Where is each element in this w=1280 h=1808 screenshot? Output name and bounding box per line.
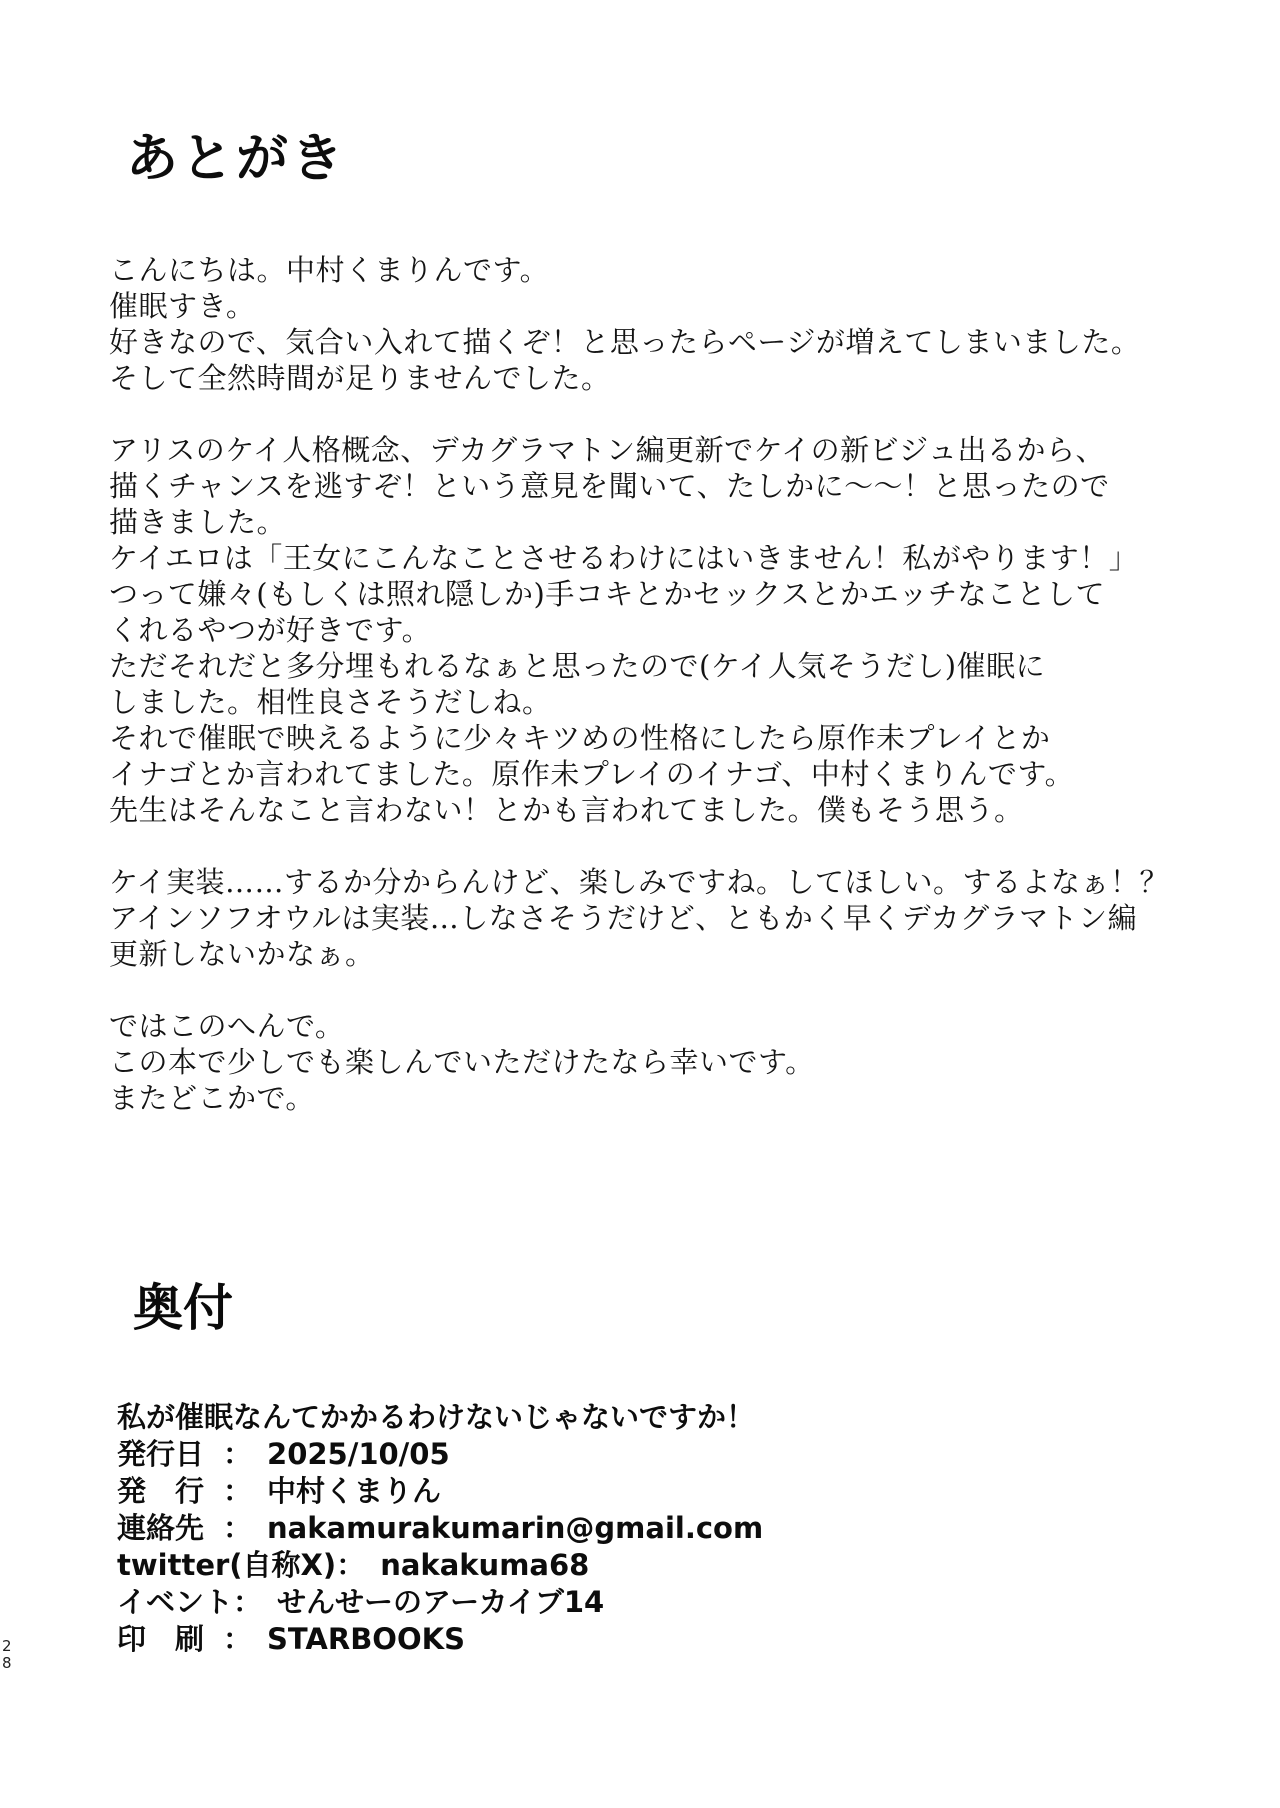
afterword-paragraph-1 xyxy=(109,252,1189,396)
colophon-separator: ： xyxy=(336,1548,366,1582)
afterword-line: 描くチャンスを逃すぞ！という意見を聞いて、たしかに～～！と思ったので xyxy=(109,469,1110,503)
colophon-separator: ： xyxy=(223,1622,253,1656)
colophon-label: 連絡先 xyxy=(117,1511,205,1545)
afterword-line: 催眠すき。 xyxy=(109,289,256,323)
colophon-title: 奥付 xyxy=(133,1279,233,1337)
afterword-line: 描きました。 xyxy=(109,505,287,539)
afterword-line: イナゴとか言われてました。原作未プレイのイナゴ、中村くまりんです。 xyxy=(109,757,1075,791)
colophon-body xyxy=(117,1399,1017,1658)
colophon-value-publisher: 中村くまりん xyxy=(267,1474,442,1508)
afterword-paragraph-2 xyxy=(109,432,1189,828)
colophon-separator: ： xyxy=(223,1474,253,1508)
afterword-body xyxy=(109,252,1189,1116)
colophon-row-twitter xyxy=(117,1547,1017,1584)
colophon-book-title: 私が催眠なんてかかるわけないじゃないですか！ xyxy=(117,1400,756,1434)
page-number: 28 xyxy=(2,1637,12,1672)
colophon-row-event xyxy=(117,1584,1017,1621)
afterword-line: ではこのへんで。 xyxy=(109,1009,345,1043)
colophon-row-printer xyxy=(117,1621,1017,1658)
colophon-separator: ： xyxy=(233,1585,263,1619)
afterword-line: 好きなので、気合い入れて描くぞ！と思ったらページが増えてしまいました。 xyxy=(109,325,1141,359)
afterword-paragraph-3 xyxy=(109,864,1189,972)
colophon-label: 印 刷 xyxy=(117,1622,205,1656)
colophon-value-publish-date: 2025/10/05 xyxy=(267,1437,450,1471)
colophon-label: 発行日 xyxy=(117,1437,205,1471)
colophon-value-twitter-handle: nakakuma68 xyxy=(380,1548,590,1582)
colophon-value-printer: STARBOOKS xyxy=(267,1622,465,1656)
colophon-row-contact xyxy=(117,1510,1017,1547)
colophon-separator: ： xyxy=(223,1511,253,1545)
colophon-separator: ： xyxy=(223,1437,253,1471)
colophon-label: 発 行 xyxy=(117,1474,205,1508)
afterword-line: くれるやつが好きです。 xyxy=(109,613,432,647)
colophon-label: twitter(自称X) xyxy=(117,1548,337,1582)
afterword-line: そして全然時間が足りませんでした。 xyxy=(109,361,611,395)
afterword-line: ただそれだと多分埋もれるなぁと思ったので(ケイ人気そうだし)催眠に xyxy=(109,649,1046,683)
afterword-line: こんにちは。中村くまりんです。 xyxy=(109,253,550,287)
colophon-row-publish-date xyxy=(117,1436,1017,1473)
colophon-row-publisher xyxy=(117,1473,1017,1510)
afterword-line: つって嫌々(もしくは照れ隠しか)手コキとかセックスとかエッチなことして xyxy=(109,577,1105,611)
afterword-line: またどこかで。 xyxy=(109,1081,315,1115)
afterword-line: この本で少しでも楽しんでいただけたなら幸いです。 xyxy=(109,1045,815,1079)
afterword-title: あとがき xyxy=(126,128,347,189)
afterword-line: ケイエロは「王女にこんなことさせるわけにはいきません！私がやります！」 xyxy=(109,541,1139,575)
colophon-label: イベント xyxy=(117,1585,234,1619)
afterword-paragraph-4 xyxy=(109,1008,1189,1116)
colophon-value-event: せんせーのアーカイブ14 xyxy=(277,1585,605,1619)
afterword-line: ケイ実装……するか分からんけど、楽しみですね。してほしい。するよなぁ！？ xyxy=(109,865,1169,899)
afterword-line: 先生はそんなこと言わない！とかも言われてました。僕もそう思う。 xyxy=(109,793,1024,827)
afterword-line: 更新しないかなぁ。 xyxy=(109,937,375,971)
afterword-line: アインソフオウルは実装…しなさそうだけど、ともかく早くデカグラマトン編 xyxy=(109,901,1138,935)
colophon-value-email: nakamurakumarin@gmail.com xyxy=(267,1511,764,1545)
afterword-line: アリスのケイ人格概念、デカグラマトン編更新でケイの新ビジュ出るから、 xyxy=(109,433,1106,467)
afterword-line: しました。相性良さそうだしね。 xyxy=(109,685,552,719)
afterword-line: それで催眠で映えるように少々キツめの性格にしたら原作未プレイとか xyxy=(109,721,1051,755)
